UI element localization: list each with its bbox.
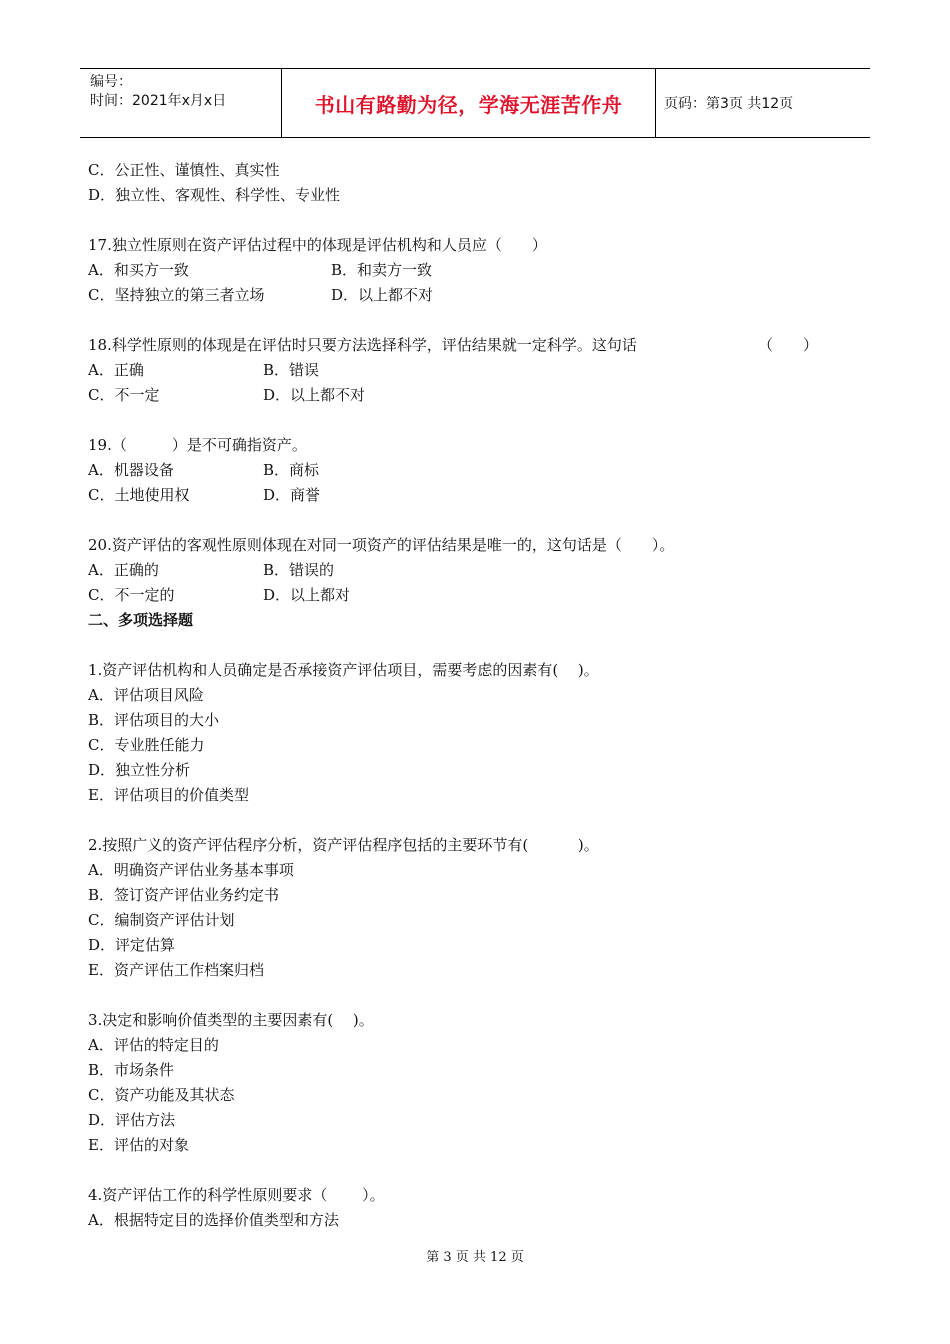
option-line: C．资产功能及其状态 [88, 1086, 235, 1104]
option-line: C．编制资产评估计划 [88, 911, 235, 929]
option-a: A．和买方一致 [88, 261, 189, 279]
option-b: B．错误的 [263, 561, 335, 579]
option-b: B．商标 [263, 461, 320, 479]
header-page-info: 页码：第3页 共12页 [664, 96, 794, 112]
question-18-options-row1 [88, 358, 868, 383]
option-a: A．正确 [88, 361, 144, 379]
multi-question-2-stem: 2.按照广义的资产评估程序分析，资产评估程序包括的主要环节有( )。 [88, 836, 599, 854]
option-c: C．土地使用权 [88, 486, 190, 504]
question-17-stem: 17.独立性原则在资产评估过程中的体现是评估机构和人员应（ ） [88, 236, 547, 254]
header-meta [80, 69, 282, 137]
question-20-options-row1 [88, 558, 868, 583]
option-d: D．以上都不对 [331, 286, 434, 304]
option-d: D．以上都不对 [263, 386, 366, 404]
option-d: D．商誉 [263, 486, 321, 504]
question-17-options-row2 [88, 283, 868, 308]
question-20-options-row2 [88, 583, 868, 608]
question-17-options-row1 [88, 258, 868, 283]
option-line: D．独立性分析 [88, 761, 191, 779]
option-line: C．公正性、谨慎性、真实性 [88, 161, 280, 179]
document-time-label: 时间：2021年x月x日 [90, 93, 227, 109]
page-footer [0, 1246, 950, 1265]
option-line: C．专业胜任能力 [88, 736, 205, 754]
option-a: A．正确的 [88, 561, 159, 579]
section-title: 二、多项选择题 [88, 611, 194, 629]
document-number-label: 编号： [90, 74, 132, 90]
option-c: C．不一定的 [88, 586, 175, 604]
question-18-stem: 18.科学性原则的体现是在评估时只要方法选择科学，评估结果就一定科学。这句话 [88, 336, 637, 354]
option-line: D．评估方法 [88, 1111, 176, 1129]
multi-question-1-stem: 1.资产评估机构和人员确定是否承接资产评估项目，需要考虑的因素有( )。 [88, 661, 599, 679]
page-header [80, 68, 870, 138]
question-19-options-row1 [88, 458, 868, 483]
option-c: C．坚持独立的第三者立场 [88, 286, 265, 304]
question-18-stem-row [88, 333, 868, 358]
document-body [88, 158, 868, 1233]
multi-question-4-stem: 4.资产评估工作的科学性原则要求（ ）。 [88, 1186, 385, 1204]
header-motto: 书山有路勤为径，学海无涯苦作舟 [282, 69, 656, 137]
question-19-stem: 19.（ ）是不可确指资产。 [88, 436, 307, 454]
option-line: A．评估项目风险 [88, 686, 204, 704]
question-18-options-row2 [88, 383, 868, 408]
option-line: B．市场条件 [88, 1061, 175, 1079]
option-line: A．明确资产评估业务基本事项 [88, 861, 294, 879]
question-19-options-row2 [88, 483, 868, 508]
option-line: E．评估项目的价值类型 [88, 786, 249, 804]
option-line: A．评估的特定目的 [88, 1036, 219, 1054]
question-20-stem: 20.资产评估的客观性原则体现在对同一项资产的评估结果是唯一的，这句话是（ ）。 [88, 536, 675, 554]
option-line: E．资产评估工作档案归档 [88, 961, 264, 979]
option-b: B．和卖方一致 [331, 261, 433, 279]
option-line: E．评估的对象 [88, 1136, 189, 1154]
option-b: B．错误 [263, 361, 320, 379]
option-line: A．根据特定目的选择价值类型和方法 [88, 1211, 339, 1229]
option-d: D．以上都对 [263, 586, 351, 604]
option-line: B．签订资产评估业务约定书 [88, 886, 280, 904]
option-line: B．评估项目的大小 [88, 711, 220, 729]
option-line: D．评定估算 [88, 936, 176, 954]
option-line: D．独立性、客观性、科学性、专业性 [88, 186, 341, 204]
multi-question-3-stem: 3.决定和影响价值类型的主要因素有( )。 [88, 1011, 374, 1029]
footer-page-number: 第 3 页 共 12 页 [426, 1250, 524, 1265]
option-c: C．不一定 [88, 386, 160, 404]
answer-blank: （ ） [758, 336, 819, 354]
option-a: A．机器设备 [88, 461, 174, 479]
